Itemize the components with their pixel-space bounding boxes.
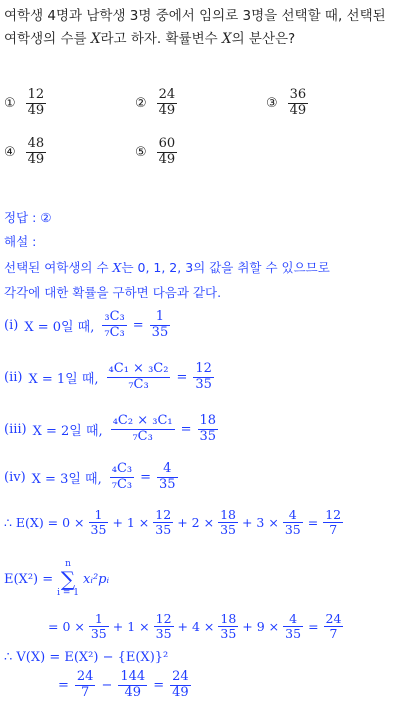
expectation-line: ∴ E(X) = 0 × $\frac{1}{35}$ + 1 × $\frac{12}{35}$ + 2 × $\frac{18}{35}$ + 3 × $\frac{4}{35}$ = $\frac{12}{7}$ xyxy=(4,507,342,538)
var-x: X xyxy=(221,31,232,47)
choice-fraction: $\frac{48}{49}$ xyxy=(27,136,45,167)
variance-line-1: ∴ V(X) = E(X²) − {E(X)}² xyxy=(4,650,169,665)
choice-marker: ① xyxy=(4,95,16,111)
choice-fraction: $\frac{24}{49}$ xyxy=(158,87,176,118)
answer-label: 정답 : ② xyxy=(4,210,52,225)
choice-marker: ② xyxy=(135,95,147,111)
question-line-1: 여학생 4명과 남학생 3명 중에서 임의로 3명을 선택할 때, 선택된 xyxy=(4,8,386,24)
question-line-2 xyxy=(4,27,295,47)
choice-fraction: $\frac{36}{49}$ xyxy=(289,87,307,118)
choice-3[interactable] xyxy=(266,88,308,119)
choice-fraction: $\frac{12}{49}$ xyxy=(27,87,45,118)
choice-fraction: $\frac{60}{49}$ xyxy=(158,136,176,167)
choice-marker: ③ xyxy=(266,95,278,111)
choice-1[interactable] xyxy=(4,88,46,119)
var-x: X xyxy=(90,31,101,47)
question-text: 라고 하자. 확률변수 xyxy=(100,31,218,47)
choice-4[interactable] xyxy=(4,137,46,168)
case-3: (ⅲ) X = 2일 때, $\frac{\text{₄C₂ × ₃C₁}}{\text{₇C₃}}$ = $\frac{18}{35}$ xyxy=(4,413,217,444)
question-text: 여학생의 수를 xyxy=(4,31,87,47)
case-2: (ⅱ) X = 1일 때, $\frac{\text{₄C₁ × ₃C₂}}{\text{₇C₃}}$ = $\frac{12}{35}$ xyxy=(4,361,212,392)
explanation-title: 해설 : xyxy=(4,234,37,249)
choice-5[interactable] xyxy=(135,137,177,168)
second-moment-line-1: E(X²) = n ∑ i = 1 xᵢ²pᵢ xyxy=(4,559,110,598)
explanation-intro-1: 선택된 여학생의 수 X는 0, 1, 2, 3의 값을 취할 수 있으므로 xyxy=(4,260,330,275)
second-moment-line-2: = 0 × $\frac{1}{35}$ + 1 × $\frac{12}{35}$ + 4 × $\frac{18}{35}$ + 9 × $\frac{4}{35}$ = $\frac{24}{7}$ xyxy=(48,611,342,642)
choice-marker: ⑤ xyxy=(135,144,147,160)
choice-marker: ④ xyxy=(4,144,16,160)
question-text: 의 분산은? xyxy=(231,31,296,47)
choice-2[interactable] xyxy=(135,88,177,119)
explanation-intro-2: 각각에 대한 확률을 구하면 다음과 같다. xyxy=(4,285,222,300)
sigma-sum: n ∑ i = 1 xyxy=(57,559,79,598)
case-4: (ⅳ) X = 3일 때, $\frac{\text{₄C₃}}{\text{₇C₃}}$ = $\frac{4}{35}$ xyxy=(4,461,176,492)
variance-line-2: = $\frac{24}{7}$ − $\frac{144}{49}$ = $\frac{24}{49}$ xyxy=(58,669,189,700)
case-1: (ⅰ) X = 0일 때, $\frac{\text{₃C₃}}{\text{₇C₃}}$ = $\frac{1}{35}$ xyxy=(4,309,169,340)
